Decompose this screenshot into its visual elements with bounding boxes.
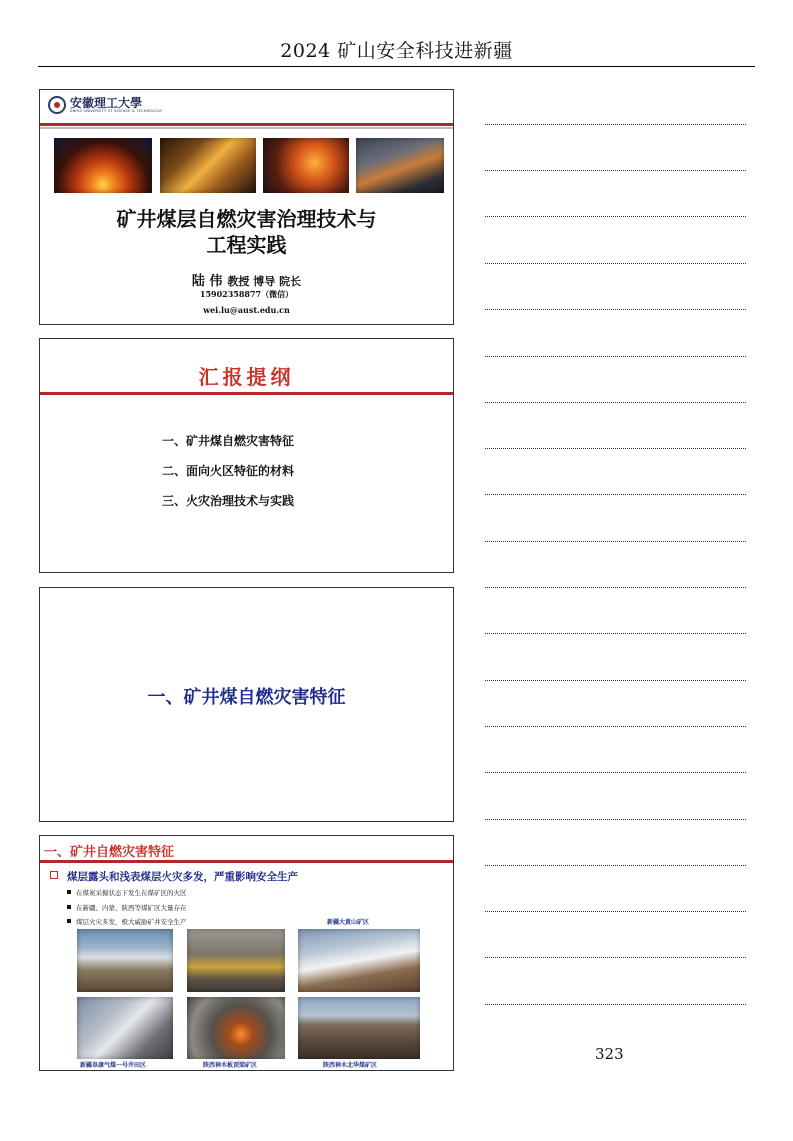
university-name: 安徽理工大學 <box>70 96 143 110</box>
slide-section <box>39 587 454 822</box>
outline-divider <box>40 392 453 395</box>
note-line <box>485 772 746 773</box>
note-line <box>485 865 746 866</box>
note-line <box>485 587 746 588</box>
note-line <box>485 957 746 958</box>
coal-fire-photo-1 <box>54 138 152 193</box>
firefighter-photo <box>263 138 349 193</box>
slide-title <box>39 89 454 325</box>
outline-item: 二、面向火区特征的材料 <box>162 464 295 478</box>
bullet-item: 在新疆、内蒙、陕西等煤矿区大量存在 <box>76 904 187 912</box>
author-phone: 15902358877（微信） <box>199 289 294 299</box>
burning-coal-photo <box>187 997 285 1059</box>
outline-title: 汇报提纲 <box>198 365 295 389</box>
title-divider <box>40 123 453 126</box>
bullet-item: 在煤炭采掘状态下发生在煤矿区的火区 <box>76 889 187 897</box>
slide-divider <box>40 860 453 863</box>
note-line <box>485 263 746 264</box>
fukang-slope-photo <box>77 997 173 1059</box>
outline-item: 一、矿井煤自燃灾害特征 <box>162 434 295 448</box>
page-header: 2024 矿山安全科技进新疆 <box>38 38 755 67</box>
note-line <box>485 402 746 403</box>
author: 陆 伟 教授 博导 院长 <box>191 274 302 289</box>
note-line <box>485 448 746 449</box>
presentation-title: 矿井煤层自燃灾害治理技术与 工程实践 <box>116 207 377 257</box>
note-line <box>485 541 746 542</box>
note-line <box>485 309 746 310</box>
note-line <box>485 216 746 217</box>
steam-vent-photo <box>77 929 173 992</box>
mine-fire-photo <box>356 138 444 193</box>
note-line <box>485 170 746 171</box>
university-name-en: ANHUI UNIVERSITY OF SCIENCE & TECHNOLOGY <box>70 109 163 113</box>
bullet-item: 煤层火灾多发，极大威胁矿井安全生产 <box>76 918 187 926</box>
caption-bottom-right: 陕西神木北华煤矿区 <box>323 1062 378 1069</box>
note-line <box>485 726 746 727</box>
note-line <box>485 911 746 912</box>
note-line <box>485 1004 746 1005</box>
caption-bottom-mid: 陕西神木板顶梁矿区 <box>203 1062 258 1069</box>
coal-fire-photo-2 <box>160 138 256 193</box>
slide-heading: 煤层露头和浅表煤层火灾多发，严重影响安全生产 <box>67 871 298 883</box>
dahuangshan-snow-photo <box>298 929 420 992</box>
square-bullet-icon <box>50 871 58 879</box>
caption-top-right: 新疆大黄山矿区 <box>327 919 370 926</box>
note-line <box>485 356 746 357</box>
excavator-photo <box>187 929 285 992</box>
beihua-field-photo <box>298 997 420 1059</box>
page-number: 323 <box>595 1045 624 1063</box>
slide-characteristics <box>39 835 454 1071</box>
note-line <box>485 633 746 634</box>
note-line <box>485 494 746 495</box>
outline-item: 三、火灾治理技术与实践 <box>162 494 295 508</box>
slide-outline <box>39 338 454 573</box>
university-logo-icon <box>48 96 66 114</box>
title-divider-gray <box>40 127 453 129</box>
note-line <box>485 819 746 820</box>
caption-bottom-left: 新疆阜康气煤一号井田区 <box>80 1062 147 1069</box>
note-line <box>485 124 746 125</box>
section-title: 一、矿井煤自燃灾害特征 <box>147 687 346 708</box>
note-line <box>485 680 746 681</box>
slide-title: 一、矿井自燃灾害特征 <box>44 845 175 860</box>
author-email: wei.lu@aust.edu.cn <box>203 305 290 315</box>
